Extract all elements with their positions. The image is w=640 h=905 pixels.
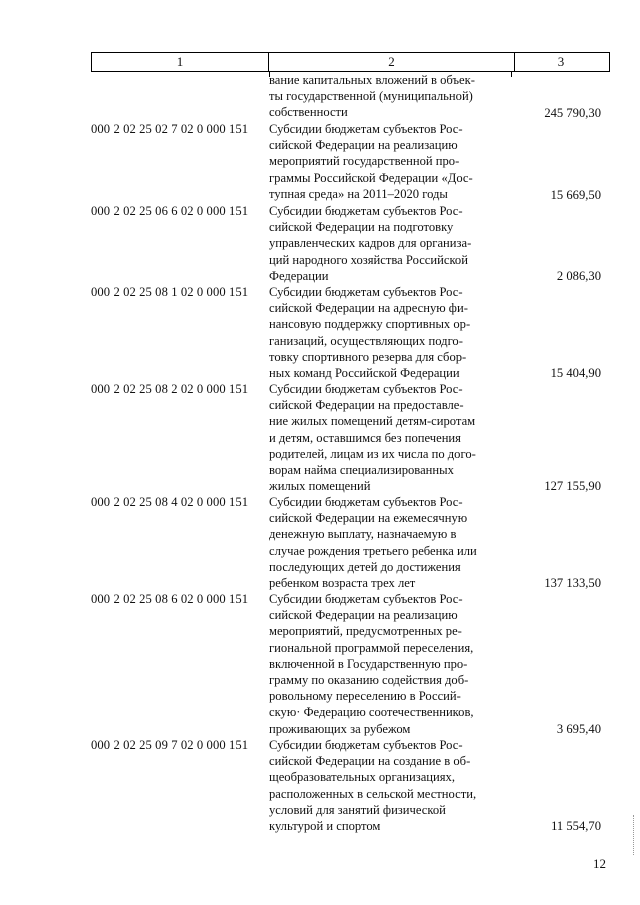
- table-row: [91, 381, 611, 494]
- desc-line: граммы Российской Федерации «Дос-: [269, 170, 473, 185]
- desc-line: мероприятий государственной про-: [269, 154, 460, 169]
- row-description: [269, 284, 502, 381]
- desc-line: денежную выплату, назначаемую в: [269, 527, 457, 542]
- desc-line: скую· Федерацию соотечественников,: [269, 705, 474, 720]
- desc-line: управленческих кадров для организа-: [269, 236, 472, 251]
- desc-line: ций народного хозяйства Российской: [269, 252, 468, 267]
- desc-line: мероприятий, предусмотренных ре-: [269, 624, 462, 639]
- row-code: 000 2 02 25 08 1 02 0 000 151: [91, 285, 249, 299]
- row-amount: 245 790,30: [544, 105, 601, 120]
- desc-line: вание капитальных вложений в объек-: [269, 73, 475, 87]
- row-description: [269, 494, 502, 591]
- table-row-continuation: [91, 72, 611, 121]
- desc-line: тупная среда» на 2011–2020 годы: [269, 186, 448, 201]
- desc-line: Субсидии бюджетам субъектов Рос-: [269, 495, 463, 509]
- row-code: 000 2 02 25 08 6 02 0 000 151: [91, 592, 249, 606]
- desc-line: ровольному переселению в Россий-: [269, 689, 461, 704]
- row-code: 000 2 02 25 06 6 02 0 000 151: [91, 204, 249, 218]
- header-col-3: 3: [557, 54, 565, 69]
- desc-line: ганизаций, осуществляющих подго-: [269, 333, 463, 348]
- desc-line: родителей, лицам из их числа по дого-: [269, 446, 476, 461]
- row-amount: 15 404,90: [550, 365, 601, 380]
- desc-line: ребенком возраста трех лет: [269, 576, 416, 591]
- desc-line: Субсидии бюджетам субъектов Рос-: [269, 122, 463, 136]
- desc-line: сийской Федерации на реализацию: [269, 608, 458, 623]
- header-col-1: 1: [176, 54, 184, 69]
- desc-line: щеобразовательных организациях,: [269, 770, 455, 785]
- row-amount: 11 554,70: [551, 818, 601, 833]
- desc-line: ворам найма специализированных: [269, 463, 454, 478]
- table-header-row: [91, 52, 610, 72]
- row-description: [269, 737, 502, 834]
- desc-line: ных команд Российской Федерации: [269, 366, 460, 381]
- row-description: [269, 381, 502, 494]
- row-code: 000 2 02 25 02 7 02 0 000 151: [91, 122, 249, 136]
- table-row: [91, 284, 611, 381]
- table-row: [91, 203, 611, 284]
- desc-line: нансовую поддержку спортивных ор-: [269, 317, 471, 332]
- row-description: [269, 72, 502, 121]
- desc-line: Субсидии бюджетам субъектов Рос-: [269, 204, 463, 218]
- desc-line: и детям, оставшимся без попечения: [269, 430, 461, 445]
- desc-line: сийской Федерации на адресную фи-: [269, 301, 468, 316]
- desc-line: ние жилых помещений детям-сиротам: [269, 414, 476, 429]
- desc-line: Субсидии бюджетам субъектов Рос-: [269, 382, 463, 396]
- desc-line: грамму по оказанию содействия доб-: [269, 673, 469, 688]
- row-code: 000 2 02 25 08 4 02 0 000 151: [91, 495, 249, 509]
- desc-line: собственности: [269, 105, 348, 120]
- header-col-2: 2: [268, 53, 515, 71]
- desc-line: сийской Федерации на предоставле-: [269, 398, 464, 413]
- desc-line: включенной в Государственную про-: [269, 656, 468, 671]
- row-description: [269, 121, 502, 202]
- row-description: [269, 203, 502, 284]
- page-number: 12: [593, 856, 606, 871]
- desc-line: сийской Федерации на подготовку: [269, 220, 454, 235]
- row-description: [269, 591, 502, 737]
- desc-line: сийской Федерации на ежемесячную: [269, 511, 468, 526]
- desc-line: сийской Федерации на реализацию: [269, 138, 458, 153]
- desc-line: случае рождения третьего ребенка или: [269, 543, 477, 558]
- desc-line: Субсидии бюджетам субъектов Рос-: [269, 738, 463, 752]
- desc-line: проживающих за рубежом: [269, 721, 411, 736]
- table-row: [91, 121, 611, 203]
- desc-line: гиональной программой переселения,: [269, 640, 474, 655]
- desc-line: товку спортивного резерва для сбор-: [269, 349, 467, 364]
- row-code: 000 2 02 25 09 7 02 0 000 151: [91, 738, 249, 752]
- row-amount: 2 086,30: [556, 268, 601, 283]
- desc-line: культурой и спортом: [269, 819, 381, 834]
- desc-line: жилых помещений: [269, 479, 371, 494]
- desc-line: Субсидии бюджетам субъектов Рос-: [269, 592, 463, 606]
- desc-line: ты государственной (муниципальной): [269, 89, 473, 104]
- row-amount: 15 669,50: [550, 187, 601, 202]
- desc-line: Субсидии бюджетам субъектов Рос-: [269, 285, 463, 299]
- table-row: [91, 591, 611, 737]
- desc-line: сийской Федерации на создание в об-: [269, 754, 471, 769]
- table-row: [91, 737, 611, 834]
- row-amount: 127 155,90: [544, 478, 601, 493]
- table-row: [91, 494, 611, 591]
- row-amount: 3 695,40: [556, 721, 601, 736]
- scan-edge-mark: [633, 815, 636, 855]
- row-amount: 137 133,50: [544, 575, 601, 590]
- desc-line: Федерации: [269, 268, 329, 283]
- desc-line: расположенных в сельской местности,: [269, 786, 477, 801]
- desc-line: условий для занятий физической: [269, 802, 446, 817]
- desc-line: последующих детей до достижения: [269, 559, 461, 574]
- row-code: 000 2 02 25 08 2 02 0 000 151: [91, 382, 249, 396]
